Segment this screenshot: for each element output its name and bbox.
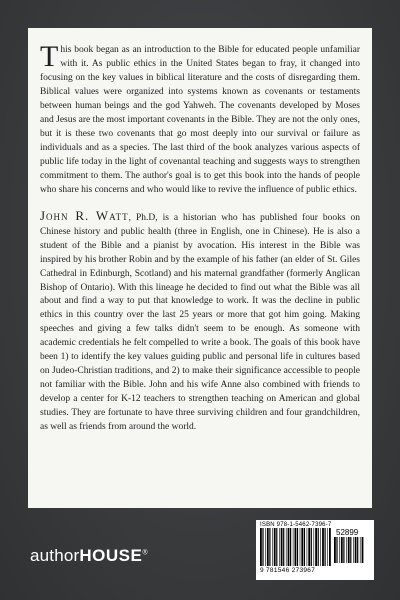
isbn-number: ISBN 978-1-5462-7396-7	[260, 522, 332, 528]
logo-author-text: author	[30, 546, 80, 565]
ean-number: 9 781546 273967	[260, 567, 316, 574]
author-name: John R. Watt	[40, 208, 129, 223]
author-bio-text: , Ph.D, is a historian who has published four books on Chinese history and public health (three in English, one in Chinese). He is also a student of the Bible and a pianist by avocation. His interest in the Bible was inspired by his brother Robin and by the example of his father (an elder of St. Giles Cathedral in Edinburgh, Scotland) and his maternal grandfather (formerly Anglican Bishop of Ontario). With this lineage he decided to find out what the Bible was all about and find a way to put that knowledge to work. It was the decline in public ethics in this country over the last 25 years or more that got him going. Making speeches and giving a few talks didn't seem to be enough. As someone with academic credentials he felt compelled to write a book. The goals of this book have been 1) to identify the key values guiding public and personal life in cultures based on Judeo-Christian traditions, and 2) to make their significance accessible to people not familiar with the Bible. John and his wife Anne also combined with friends to develop a center for K-12 teachers to strengthen teaching on American and global studies. They are fortunate to have three surviving children and four grandchildren, as well as friends from around the world.	[40, 213, 360, 432]
author-bio	[40, 209, 360, 435]
dropcap: T	[40, 40, 59, 73]
book-description	[40, 40, 360, 197]
price-code: 52899	[336, 528, 359, 537]
barcode-row	[260, 528, 370, 566]
addon-group	[332, 528, 364, 563]
description-text: his book began as an introduction to the Bible for educated people unfamiliar with it. As public ethics in the United States began to fray, it changed into focusing on the key values in biblical literature and the costs of disregarding them. Biblical values were organized into systems known as covenants or testaments between human beings and the god Yahweh. The covenants developed by Moses and Jesus are the most important covenants in the Bible. They are not the only ones, but it is these two covenants that go most deeply into our survival or failure as individuals and as a species. The last third of the book analyzes various aspects of public life today in the light of covenantal teaching and suggests ways to strengthen commitment to them. The author's goal is to get this book into the hands of people who share his concerns and who would like to revive the influence of public ethics.	[40, 45, 360, 195]
isbn-barcode-box	[256, 520, 374, 580]
logo-house-text: HOUSE	[79, 546, 143, 565]
ean-barcode	[260, 528, 332, 566]
price-barcode	[334, 537, 364, 563]
trademark-symbol: ®	[142, 549, 148, 557]
text-panel	[28, 28, 372, 508]
publisher-logo	[30, 546, 148, 566]
